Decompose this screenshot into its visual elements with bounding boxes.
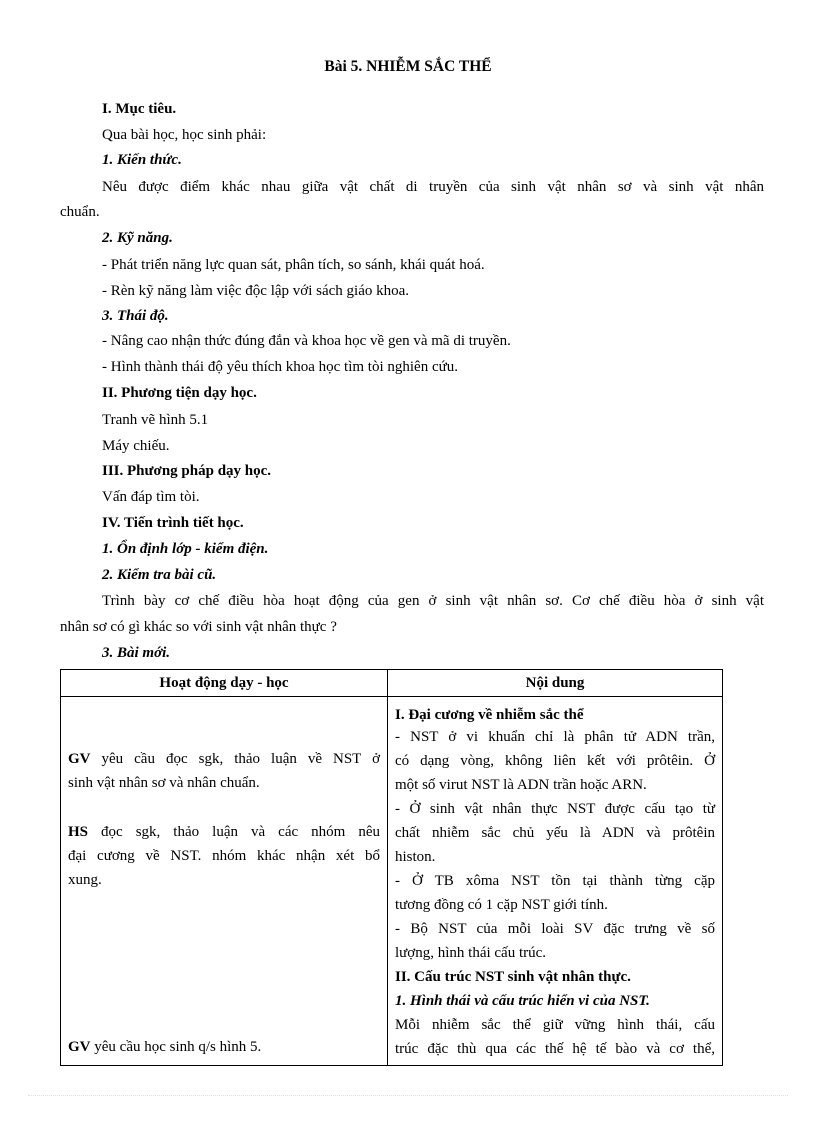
content-cell bbox=[388, 697, 723, 1066]
content-line: Mỗi nhiễm sắc thể giữ vững hình thái, cấu bbox=[395, 1017, 715, 1033]
ky-nang-item-1: - Phát triển năng lực quan sát, phân tích, so sánh, khái quát hoá. bbox=[102, 257, 485, 273]
content-line: - NST ở vi khuẩn chỉ là phân tử ADN trần, bbox=[395, 729, 715, 745]
gv-label: GV bbox=[68, 1039, 91, 1055]
table-row bbox=[61, 697, 723, 1066]
content-line: histon. bbox=[395, 849, 436, 865]
content-line: có dạng vòng, không liên kết với prôtêin. Ở bbox=[395, 753, 715, 769]
gv-instruction-1-text: yêu cầu đọc sgk, thảo luận về NST ở bbox=[101, 751, 380, 767]
content-line: - Ở sinh vật nhân thực NST được cấu tạo từ bbox=[395, 801, 715, 817]
hs-activity-line-3: xung. bbox=[68, 872, 102, 888]
content-line: lượng, hình thái cấu trúc. bbox=[395, 945, 547, 961]
gv-instruction-2 bbox=[68, 1038, 380, 1056]
lesson-table bbox=[60, 669, 723, 1066]
ky-nang-item-2: - Rèn kỹ năng làm việc độc lập với sách giáo khoa. bbox=[102, 283, 410, 299]
heading-kiem-tra: 2. Kiểm tra bài cũ. bbox=[102, 567, 217, 583]
heading-bai-moi: 3. Bài mới. bbox=[102, 645, 171, 661]
page-bottom-divider bbox=[28, 1095, 788, 1096]
page-title: Bài 5. NHIỄM SẮC THỂ bbox=[324, 58, 492, 75]
header-hoat-dong: Hoạt động dạy - học bbox=[61, 670, 388, 697]
content-heading-hinh-thai: 1. Hình thái và cấu trúc hiển vi của NST. bbox=[395, 993, 650, 1009]
kiem-tra-text-2: nhân sơ có gì khác so với sinh vật nhân thực ? bbox=[60, 619, 337, 635]
content-line: tương đồng có 1 cặp NST giới tính. bbox=[395, 897, 608, 913]
heading-phuong-phap: III. Phương pháp dạy học. bbox=[102, 463, 272, 479]
intro-text: Qua bài học, học sinh phải: bbox=[102, 127, 267, 143]
heading-kien-thuc: 1. Kiến thức. bbox=[102, 152, 182, 168]
heading-tien-trinh: IV. Tiến trình tiết học. bbox=[102, 515, 244, 531]
kien-thuc-text-1: Nêu được điểm khác nhau giữa vật chất di truyền của sinh vật nhân sơ và sinh vật nhân bbox=[102, 179, 764, 195]
gv-label: GV bbox=[68, 751, 91, 767]
content-heading-dai-cuong: I. Đại cương về nhiễm sắc thể bbox=[395, 707, 584, 723]
gv-instruction-2-text: yêu cầu học sinh q/s hình 5. bbox=[94, 1039, 262, 1055]
header-noi-dung: Nội dung bbox=[388, 670, 723, 697]
content-line: chất nhiễm sắc chủ yếu là ADN và prôtêin bbox=[395, 825, 715, 841]
table-header-row bbox=[61, 670, 723, 697]
hs-label: HS bbox=[68, 824, 89, 840]
heading-ky-nang: 2. Kỹ năng. bbox=[102, 230, 173, 246]
gv-instruction-1-line-1 bbox=[68, 750, 380, 768]
content-line: trúc đặc thù qua các thế hệ tế bào và cơ thể, bbox=[395, 1041, 715, 1057]
gv-instruction-1-line-2: sinh vật nhân sơ và nhân chuẩn. bbox=[68, 775, 260, 791]
heading-muc-tieu: I. Mục tiêu. bbox=[102, 101, 177, 117]
heading-phuong-tien: II. Phương tiện dạy học. bbox=[102, 385, 257, 401]
phuong-tien-item-2: Máy chiếu. bbox=[102, 438, 170, 454]
phuong-phap-item-1: Vấn đáp tìm tòi. bbox=[102, 489, 200, 505]
activity-cell bbox=[61, 697, 388, 1066]
phuong-tien-item-1: Tranh vẽ hình 5.1 bbox=[102, 412, 209, 428]
heading-on-dinh: 1. Ổn định lớp - kiểm điện. bbox=[102, 541, 269, 557]
content-line: một số virut NST là ADN trần hoặc ARN. bbox=[395, 777, 647, 793]
kiem-tra-text-1: Trình bày cơ chế điều hòa hoạt động của gen ở sinh vật nhân sơ. Cơ chế điều hòa ở sinh vật bbox=[102, 593, 764, 609]
thai-do-item-2: - Hình thành thái độ yêu thích khoa học tìm tòi nghiên cứu. bbox=[102, 359, 458, 375]
content-line: - Bộ NST của mỗi loài SV đặc trưng về số bbox=[395, 921, 715, 937]
hs-activity-text: đọc sgk, thảo luận và các nhóm nêu bbox=[101, 824, 380, 840]
kien-thuc-text-2: chuẩn. bbox=[60, 204, 100, 220]
thai-do-item-1: - Nâng cao nhận thức đúng đắn và khoa học về gen và mã di truyền. bbox=[102, 333, 511, 349]
heading-thai-do: 3. Thái độ. bbox=[102, 308, 169, 324]
content-line: - Ở TB xôma NST tồn tại thành từng cặp bbox=[395, 873, 715, 889]
hs-activity-line-1 bbox=[68, 823, 380, 841]
hs-activity-line-2: đại cương về NST. nhóm khác nhận xét bổ bbox=[68, 848, 380, 864]
content-heading-cau-truc: II. Cấu trúc NST sinh vật nhân thực. bbox=[395, 969, 631, 985]
